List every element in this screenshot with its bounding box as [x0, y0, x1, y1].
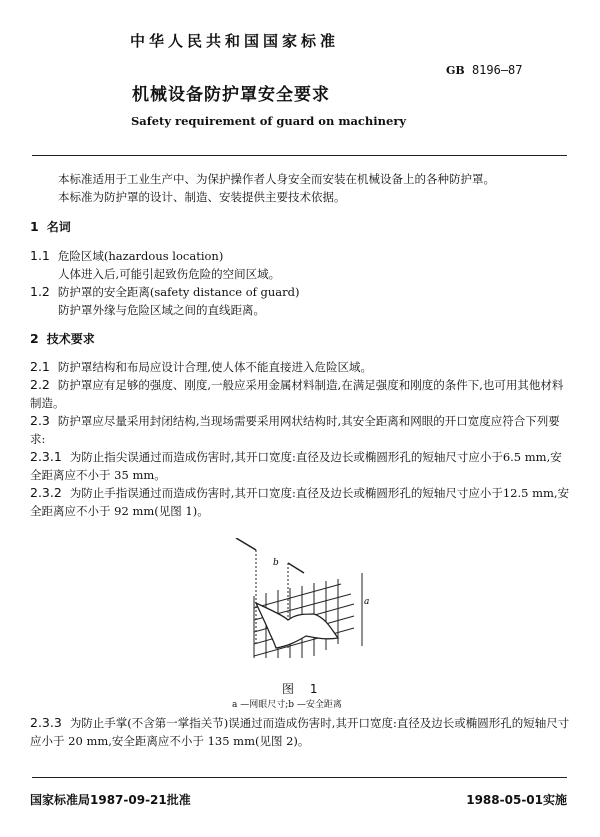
section-2-heading: 2 技术要求 [30, 331, 95, 346]
clause-2-3-1: 2.3.1 为防止指尖误通过而造成伤害时,其开口宽度:直径及边长或椭圆形孔的短轴尺寸应小于6.5 mm,安全距离应不小于 35 mm。 [30, 449, 562, 482]
approval-date: 国家标准局1987-09-21批准 [30, 793, 191, 807]
clause-1-2-definition: 防护罩外缘与危险区域之间的直线距离。 [58, 303, 265, 317]
dimension-label-b: b [273, 558, 279, 568]
clause-2-2: 2.2 防护罩应有足够的强度、刚度,一般应采用金属材料制造,在满足强度和刚度的条件下,也可用其他材料制造。 [30, 377, 564, 410]
issuing-organization: 中华人民共和国国家标准 [130, 32, 340, 50]
intro-paragraph-1: 本标准适用于工业生产中、为保护操作者人身安全而安装在机械设备上的各种防护罩。 [58, 172, 495, 186]
standard-code-number: 8196—87 [471, 63, 523, 77]
title-chinese: 机械设备防护罩安全要求 [132, 85, 330, 105]
clause-2-1: 2.1 防护罩结构和布局应设计合理,使人体不能直接进入危险区域。 [30, 359, 373, 374]
figure-1-diagram [226, 538, 376, 658]
effective-date: 1988-05-01实施 [466, 793, 567, 807]
footer-divider [32, 777, 567, 778]
header-divider [32, 155, 567, 156]
clause-1-2-term: 1.2 防护罩的安全距离(safety distance of guard) [30, 284, 300, 299]
standard-code-prefix: GB [446, 64, 465, 77]
clause-2-3-3: 2.3.3 为防止手掌(不含第一掌指关节)误通过而造成伤害时,其开口宽度:直径及边长或椭圆形孔的短轴尺寸应小于 20 mm,安全距离应不小于 135 mm(见图 2)。 [30, 715, 570, 748]
standard-code [446, 63, 523, 77]
clause-2-3: 2.3 防护罩应尽量采用封闭结构,当现场需要采用网状结构时,其安全距离和网眼的开口宽度应符合下列要求: [30, 413, 560, 446]
hand-through-mesh-illustration [226, 538, 376, 658]
figure-1-caption: a —网眼尺寸;b —安全距离 [232, 700, 342, 710]
title-english: Safety requirement of guard on machinery [131, 114, 407, 128]
figure-1-title: 图 1 [282, 682, 324, 696]
intro-paragraph-2: 本标准为防护罩的设计、制造、安装提供主要技术依据。 [58, 190, 346, 204]
clause-1-1-term: 1.1 危险区域(hazardous location) [30, 248, 224, 263]
dimension-label-a: a [364, 597, 370, 607]
clause-1-1-definition: 人体进入后,可能引起致伤危险的空间区域。 [58, 267, 281, 281]
clause-2-3-2: 2.3.2 为防止手指误通过而造成伤害时,其开口宽度:直径及边长或椭圆形孔的短轴尺寸应小于12.5 mm,安全距离应不小于 92 mm(见图 1)。 [30, 485, 570, 518]
section-1-heading: 1 名词 [30, 219, 71, 234]
